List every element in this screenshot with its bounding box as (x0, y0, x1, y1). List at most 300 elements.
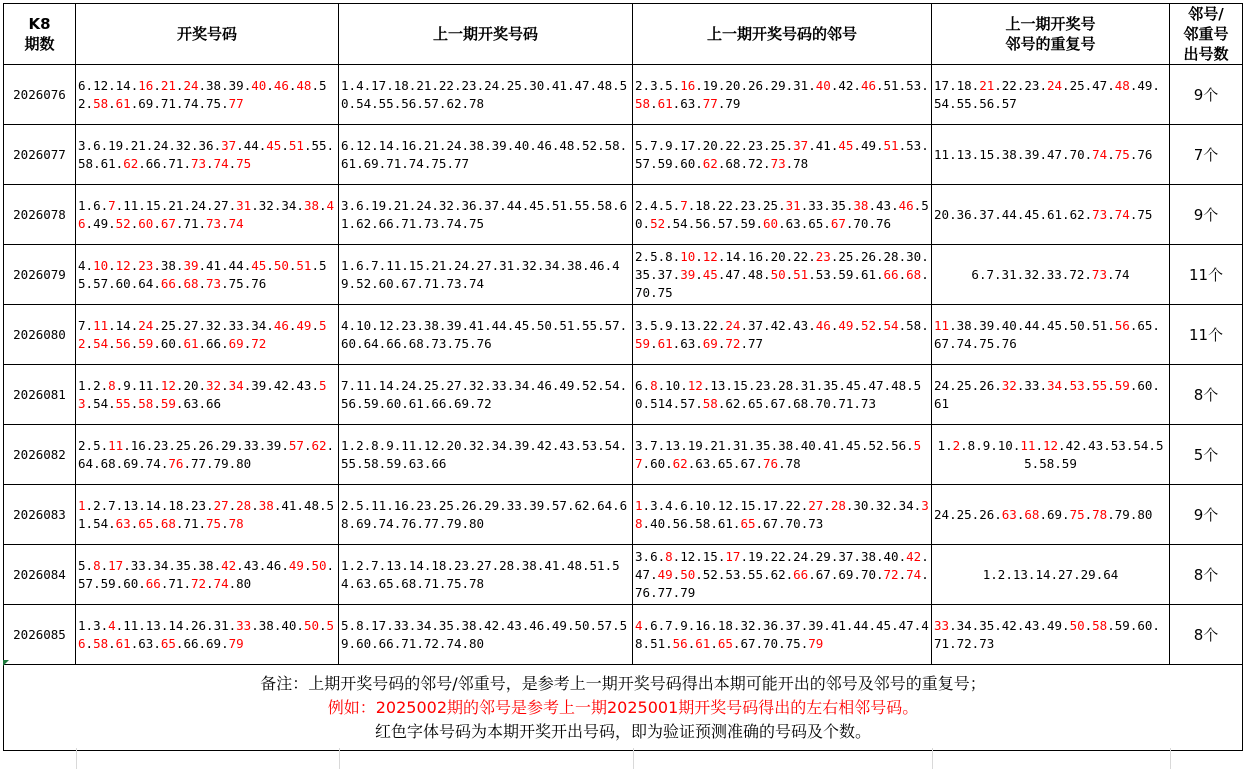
number-separator: . (1084, 266, 1092, 282)
number-separator: . (138, 497, 146, 513)
prev-number: 9 (386, 437, 394, 453)
number-separator: . (356, 335, 364, 351)
number-separator: . (732, 455, 741, 471)
number-separator: . (1107, 206, 1115, 222)
number-separator: . (288, 317, 297, 333)
period-cell[interactable]: 2026085 (4, 605, 76, 665)
number-separator: . (868, 197, 876, 213)
draw-number: 63 (138, 635, 154, 651)
prev-cell[interactable] (339, 605, 633, 665)
count-cell[interactable]: 9个 (1170, 185, 1243, 245)
prev-number: 51 (559, 317, 575, 333)
neighbors-number: 5 (665, 197, 673, 213)
number-separator: . (228, 155, 237, 171)
number-separator: . (258, 437, 267, 453)
number-separator: . (906, 377, 914, 393)
repeats-cell[interactable] (932, 485, 1170, 545)
prev-cell[interactable] (339, 365, 633, 425)
draw-number: 43 (243, 557, 259, 573)
draw-number: 46 (273, 77, 289, 93)
number-separator: . (612, 497, 620, 513)
repeats-cell[interactable] (932, 245, 1170, 305)
neighbors-number: 40 (650, 515, 666, 531)
neighbors-number: 23 (740, 197, 756, 213)
number-separator: . (891, 497, 899, 513)
draw-number: 45 (251, 257, 267, 273)
number-separator: . (153, 77, 161, 93)
prev-number: 74 (446, 215, 462, 231)
number-separator: . (378, 155, 387, 171)
number-separator: . (296, 617, 304, 633)
number-separator: . (221, 335, 229, 351)
number-separator: . (243, 77, 252, 93)
number-separator: . (446, 557, 454, 573)
draw-number: 76 (251, 275, 267, 291)
draw-cell[interactable] (76, 425, 339, 485)
repeats-number: 68 (1024, 506, 1040, 522)
draw-cell[interactable] (76, 125, 339, 185)
neighbors-number: 27 (808, 497, 824, 513)
repeats-number: 50 (1069, 317, 1085, 333)
draw-cell[interactable] (76, 485, 339, 545)
number-separator: . (85, 335, 94, 351)
number-separator: . (971, 377, 980, 393)
prev-number: 19 (371, 197, 387, 213)
number-separator: . (160, 155, 169, 171)
repeats-number: 34 (956, 617, 972, 633)
neighbors-number: 39 (680, 266, 696, 282)
number-separator: . (740, 548, 748, 564)
draw-number: 5 (93, 437, 101, 453)
neighbors-cell[interactable] (633, 185, 932, 245)
repeats-number: 44 (1001, 206, 1017, 222)
prev-cell[interactable] (339, 305, 633, 365)
draw-number: 60 (123, 575, 139, 591)
neighbors-number: 47 (868, 377, 884, 393)
number-separator: . (717, 137, 726, 153)
draw-number: 33 (130, 557, 146, 573)
draw-number: 57 (288, 437, 304, 453)
draw-number: 79 (213, 455, 229, 471)
number-separator: . (138, 617, 146, 633)
neighbors-number: 7 (665, 617, 673, 633)
number-separator: . (175, 317, 184, 333)
number-separator: . (115, 575, 124, 591)
number-separator: . (702, 437, 711, 453)
draw-number: 61 (115, 635, 131, 651)
neighbors-number: 47 (635, 566, 651, 582)
prev-number: 69 (453, 395, 470, 411)
count-cell[interactable]: 11个 (1170, 245, 1243, 305)
number-separator: . (971, 506, 980, 522)
prev-cell[interactable] (339, 545, 633, 605)
number-separator: . (130, 275, 139, 291)
number-separator: . (296, 497, 304, 513)
neighbors-cell[interactable] (633, 425, 932, 485)
number-separator: . (732, 617, 741, 633)
number-separator: . (978, 266, 987, 282)
number-separator: . (348, 137, 357, 153)
draw-number: 71 (168, 575, 184, 591)
header-draw: 开奖号码 (76, 4, 339, 65)
draw-cell[interactable] (76, 305, 339, 365)
number-separator: . (619, 437, 628, 453)
number-separator: . (198, 95, 207, 111)
neighbors-number: 50 (635, 197, 929, 231)
prev-number: 65 (378, 575, 394, 591)
draw-number: 59 (160, 395, 176, 411)
number-separator: . (198, 635, 207, 651)
neighbors-cell[interactable] (633, 365, 932, 425)
number-separator: . (921, 248, 929, 264)
repeats-number: 22 (1001, 77, 1017, 93)
draw-cell[interactable] (76, 545, 339, 605)
draw-number: 57 (93, 275, 109, 291)
neighbors-number: 22 (785, 497, 801, 513)
prev-number: 39 (446, 317, 462, 333)
draw-cell[interactable] (76, 65, 339, 125)
neighbors-number: 2 (635, 77, 643, 93)
prev-number: 25 (423, 377, 439, 393)
number-separator: . (1084, 377, 1093, 393)
draw-number: 2 (78, 437, 86, 453)
repeats-cell[interactable] (932, 605, 1170, 665)
number-separator: . (544, 617, 552, 633)
number-separator: . (423, 557, 432, 573)
neighbors-number: 79 (680, 584, 696, 600)
count-cell[interactable]: 8个 (1170, 545, 1243, 605)
number-separator: . (949, 317, 957, 333)
prev-cell[interactable] (339, 185, 633, 245)
neighbors-number: 19 (747, 548, 764, 564)
repeats-cell[interactable] (932, 365, 1170, 425)
prev-number: 26 (461, 497, 477, 513)
number-separator: . (665, 635, 673, 651)
number-separator: . (206, 575, 214, 591)
draw-number: 9 (123, 377, 131, 393)
number-separator: . (680, 377, 688, 393)
prev-number: 76 (401, 515, 417, 531)
neighbors-number: 22 (793, 248, 809, 264)
number-separator: . (763, 548, 771, 564)
count-cell[interactable]: 8个 (1170, 365, 1243, 425)
header-period (4, 4, 76, 65)
prev-number: 48 (566, 557, 582, 573)
repeats-number: 53 (1110, 437, 1126, 453)
repeats-number: 18 (956, 77, 972, 93)
neighbors-number: 70 (763, 635, 779, 651)
neighbors-number: 29 (770, 77, 786, 93)
prev-cell[interactable] (339, 485, 633, 545)
number-separator: . (85, 515, 94, 531)
period-cell[interactable]: 2026084 (4, 545, 76, 605)
number-separator: . (672, 395, 681, 411)
number-separator: . (971, 617, 980, 633)
number-separator: . (145, 557, 154, 573)
number-separator: . (845, 197, 854, 213)
number-separator: . (695, 335, 703, 351)
draw-number: 7 (108, 197, 116, 213)
repeats-cell[interactable] (932, 425, 1170, 485)
number-separator: . (650, 95, 658, 111)
neighbors-number: 77 (702, 95, 718, 111)
number-separator: . (93, 575, 101, 591)
period-cell[interactable]: 2026081 (4, 365, 76, 425)
neighbors-number: 13 (680, 317, 696, 333)
repeats-number: 25 (956, 506, 972, 522)
repeats-cell[interactable] (932, 65, 1170, 125)
number-separator: . (1084, 77, 1093, 93)
draw-number: 6 (93, 197, 101, 213)
draw-number: 54 (93, 395, 109, 411)
count-cell[interactable]: 5个 (1170, 425, 1243, 485)
neighbors-cell[interactable] (633, 305, 932, 365)
number-separator: . (778, 215, 786, 231)
number-separator: . (438, 275, 447, 291)
period-cell[interactable]: 2026082 (4, 425, 76, 485)
draw-number: 12 (93, 77, 109, 93)
number-separator: . (853, 137, 861, 153)
neighbors-number: 12 (687, 377, 703, 393)
number-separator: . (529, 317, 537, 333)
repeats-number: 74 (1092, 146, 1108, 162)
count-cell[interactable]: 9个 (1170, 485, 1243, 545)
neighbors-cell[interactable] (633, 485, 932, 545)
draw-cell[interactable] (76, 245, 339, 305)
number-separator: . (85, 77, 94, 93)
prev-number: 61 (408, 395, 424, 411)
number-separator: . (153, 317, 161, 333)
neighbors-number: 67 (763, 515, 779, 531)
period-cell[interactable]: 2026083 (4, 485, 76, 545)
number-separator: . (853, 248, 861, 264)
neighbors-cell[interactable] (633, 605, 932, 665)
prev-number: 2 (341, 497, 349, 513)
prev-cell[interactable] (339, 65, 633, 125)
number-separator: . (574, 137, 582, 153)
number-separator: . (378, 335, 387, 351)
neighbors-number: 3 (635, 437, 643, 453)
number-separator: . (273, 497, 282, 513)
number-separator: . (431, 497, 439, 513)
neighbors-number: 54 (883, 317, 899, 333)
number-separator: . (100, 497, 109, 513)
repeats-number: 75 (979, 335, 995, 351)
neighbors-cell[interactable] (633, 245, 932, 305)
neighbors-number: 31 (732, 437, 748, 453)
number-separator: . (642, 137, 651, 153)
number-separator: . (115, 455, 124, 471)
number-separator: . (747, 377, 756, 393)
neighbors-number: 66 (793, 566, 809, 582)
number-separator: . (393, 95, 402, 111)
prev-cell[interactable] (339, 245, 633, 305)
neighbors-number: 3 (650, 77, 658, 93)
draw-number: 12 (160, 377, 176, 393)
number-separator: . (130, 77, 139, 93)
prev-number: 1 (341, 437, 349, 453)
number-separator: . (85, 617, 94, 633)
number-separator: . (348, 95, 357, 111)
neighbors-number: 65 (747, 395, 764, 411)
repeats-cell[interactable] (932, 185, 1170, 245)
number-separator: . (823, 215, 831, 231)
prev-number: 66 (431, 395, 447, 411)
prev-number: 77 (453, 155, 470, 171)
draw-number: 23 (190, 497, 207, 513)
number-separator: . (153, 257, 161, 273)
number-separator: . (258, 557, 267, 573)
number-separator: . (438, 137, 447, 153)
neighbors-number: 67 (770, 395, 786, 411)
number-separator: . (619, 317, 628, 333)
count-cell[interactable]: 11个 (1170, 305, 1243, 365)
number-separator: . (755, 455, 764, 471)
repeats-number: 54 (934, 95, 950, 111)
number-separator: . (100, 197, 109, 213)
neighbors-number: 29 (815, 548, 831, 564)
number-separator: . (506, 437, 515, 453)
prev-number: 8 (371, 437, 379, 453)
prev-number: 21 (416, 77, 432, 93)
number-separator: . (642, 77, 651, 93)
number-separator: . (672, 617, 681, 633)
draw-number: 33 (236, 617, 252, 633)
neighbors-number: 40 (800, 437, 816, 453)
repeats-number: 47 (1092, 77, 1108, 93)
number-separator: . (446, 335, 454, 351)
repeats-number: 60 (1137, 617, 1153, 633)
number-separator: . (506, 317, 515, 333)
period-cell[interactable]: 2026078 (4, 185, 76, 245)
draw-cell[interactable] (76, 365, 339, 425)
neighbors-cell[interactable] (633, 125, 932, 185)
number-separator: . (236, 557, 244, 573)
draw-number: 74 (145, 455, 161, 471)
prev-number: 46 (536, 137, 552, 153)
draw-number: 75 (236, 155, 252, 171)
number-separator: . (363, 437, 372, 453)
number-separator: . (273, 617, 282, 633)
repeats-number: 57 (1001, 95, 1017, 111)
lottery-table (3, 3, 1243, 751)
number-separator: . (921, 137, 929, 153)
number-separator: . (597, 377, 605, 393)
number-separator: . (213, 437, 222, 453)
neighbors-number: 19 (702, 77, 718, 93)
prev-number: 53 (582, 437, 598, 453)
number-separator: . (845, 497, 854, 513)
draw-number: 66 (160, 275, 176, 291)
number-separator: . (913, 497, 922, 513)
draw-number: 38 (160, 257, 176, 273)
neighbors-number: 53 (906, 137, 922, 153)
repeats-number: 33 (1024, 377, 1040, 393)
draw-number: 44 (228, 257, 244, 273)
number-separator: . (1016, 317, 1025, 333)
neighbors-number: 56 (695, 215, 711, 231)
prev-number: 1 (341, 257, 349, 273)
period-cell[interactable]: 2026077 (4, 125, 76, 185)
number-separator: . (838, 437, 846, 453)
number-separator: . (830, 137, 839, 153)
number-separator: . (521, 197, 530, 213)
number-separator: . (710, 497, 718, 513)
draw-number: 52 (78, 77, 327, 111)
period-cell[interactable]: 2026080 (4, 305, 76, 365)
prev-cell[interactable] (339, 125, 633, 185)
number-separator: . (830, 317, 839, 333)
neighbors-number: 62 (770, 566, 786, 582)
number-separator: . (221, 215, 229, 231)
number-separator: . (717, 317, 726, 333)
prev-number: 30 (529, 77, 545, 93)
draw-number: 32 (258, 197, 274, 213)
number-separator: . (348, 515, 357, 531)
count-cell[interactable]: 7个 (1170, 125, 1243, 185)
repeats-cell[interactable] (932, 125, 1170, 185)
draw-number: 34 (281, 197, 297, 213)
number-separator: . (521, 497, 530, 513)
repeats-number: 11 (1020, 437, 1036, 453)
number-separator: . (198, 377, 207, 393)
number-separator: . (949, 506, 957, 522)
draw-cell[interactable] (76, 605, 339, 665)
repeats-number: 58 (1039, 455, 1055, 471)
number-separator: . (363, 77, 372, 93)
number-separator: . (228, 575, 237, 591)
number-separator: . (221, 635, 229, 651)
neighbors-number: 53 (725, 566, 741, 582)
number-separator: . (642, 215, 651, 231)
number-separator: . (665, 515, 673, 531)
number-separator: . (994, 335, 1002, 351)
number-separator: . (778, 515, 786, 531)
draw-number: 55 (78, 257, 327, 291)
repeats-cell[interactable] (932, 305, 1170, 365)
number-separator: . (665, 455, 673, 471)
repeats-number: 27 (1058, 566, 1074, 582)
number-separator: . (221, 257, 229, 273)
neighbors-cell[interactable] (633, 545, 932, 605)
neighbors-number: 6 (650, 548, 658, 564)
number-separator: . (423, 395, 432, 411)
number-separator: . (994, 266, 1002, 282)
prev-number: 35 (438, 617, 454, 633)
period-cell[interactable]: 2026079 (4, 245, 76, 305)
count-cell[interactable]: 9个 (1170, 65, 1243, 125)
count-cell[interactable]: 8个 (1170, 605, 1243, 665)
prev-cell[interactable] (339, 425, 633, 485)
draw-number: 57 (78, 575, 94, 591)
draw-number: 71 (160, 95, 176, 111)
number-separator: . (650, 266, 658, 282)
neighbors-cell[interactable] (633, 65, 932, 125)
period-cell[interactable]: 2026076 (4, 65, 76, 125)
repeats-cell[interactable] (932, 545, 1170, 605)
repeats-number: 62 (1069, 206, 1085, 222)
neighbors-number: 62 (725, 395, 741, 411)
number-separator: . (108, 335, 116, 351)
number-separator: . (363, 557, 372, 573)
prev-number: 60 (386, 395, 402, 411)
neighbors-number: 51 (883, 77, 899, 93)
prev-number: 68 (341, 497, 628, 531)
number-separator: . (1129, 77, 1138, 93)
prev-number: 46 (529, 617, 545, 633)
draw-cell[interactable] (76, 185, 339, 245)
number-separator: . (853, 548, 861, 564)
